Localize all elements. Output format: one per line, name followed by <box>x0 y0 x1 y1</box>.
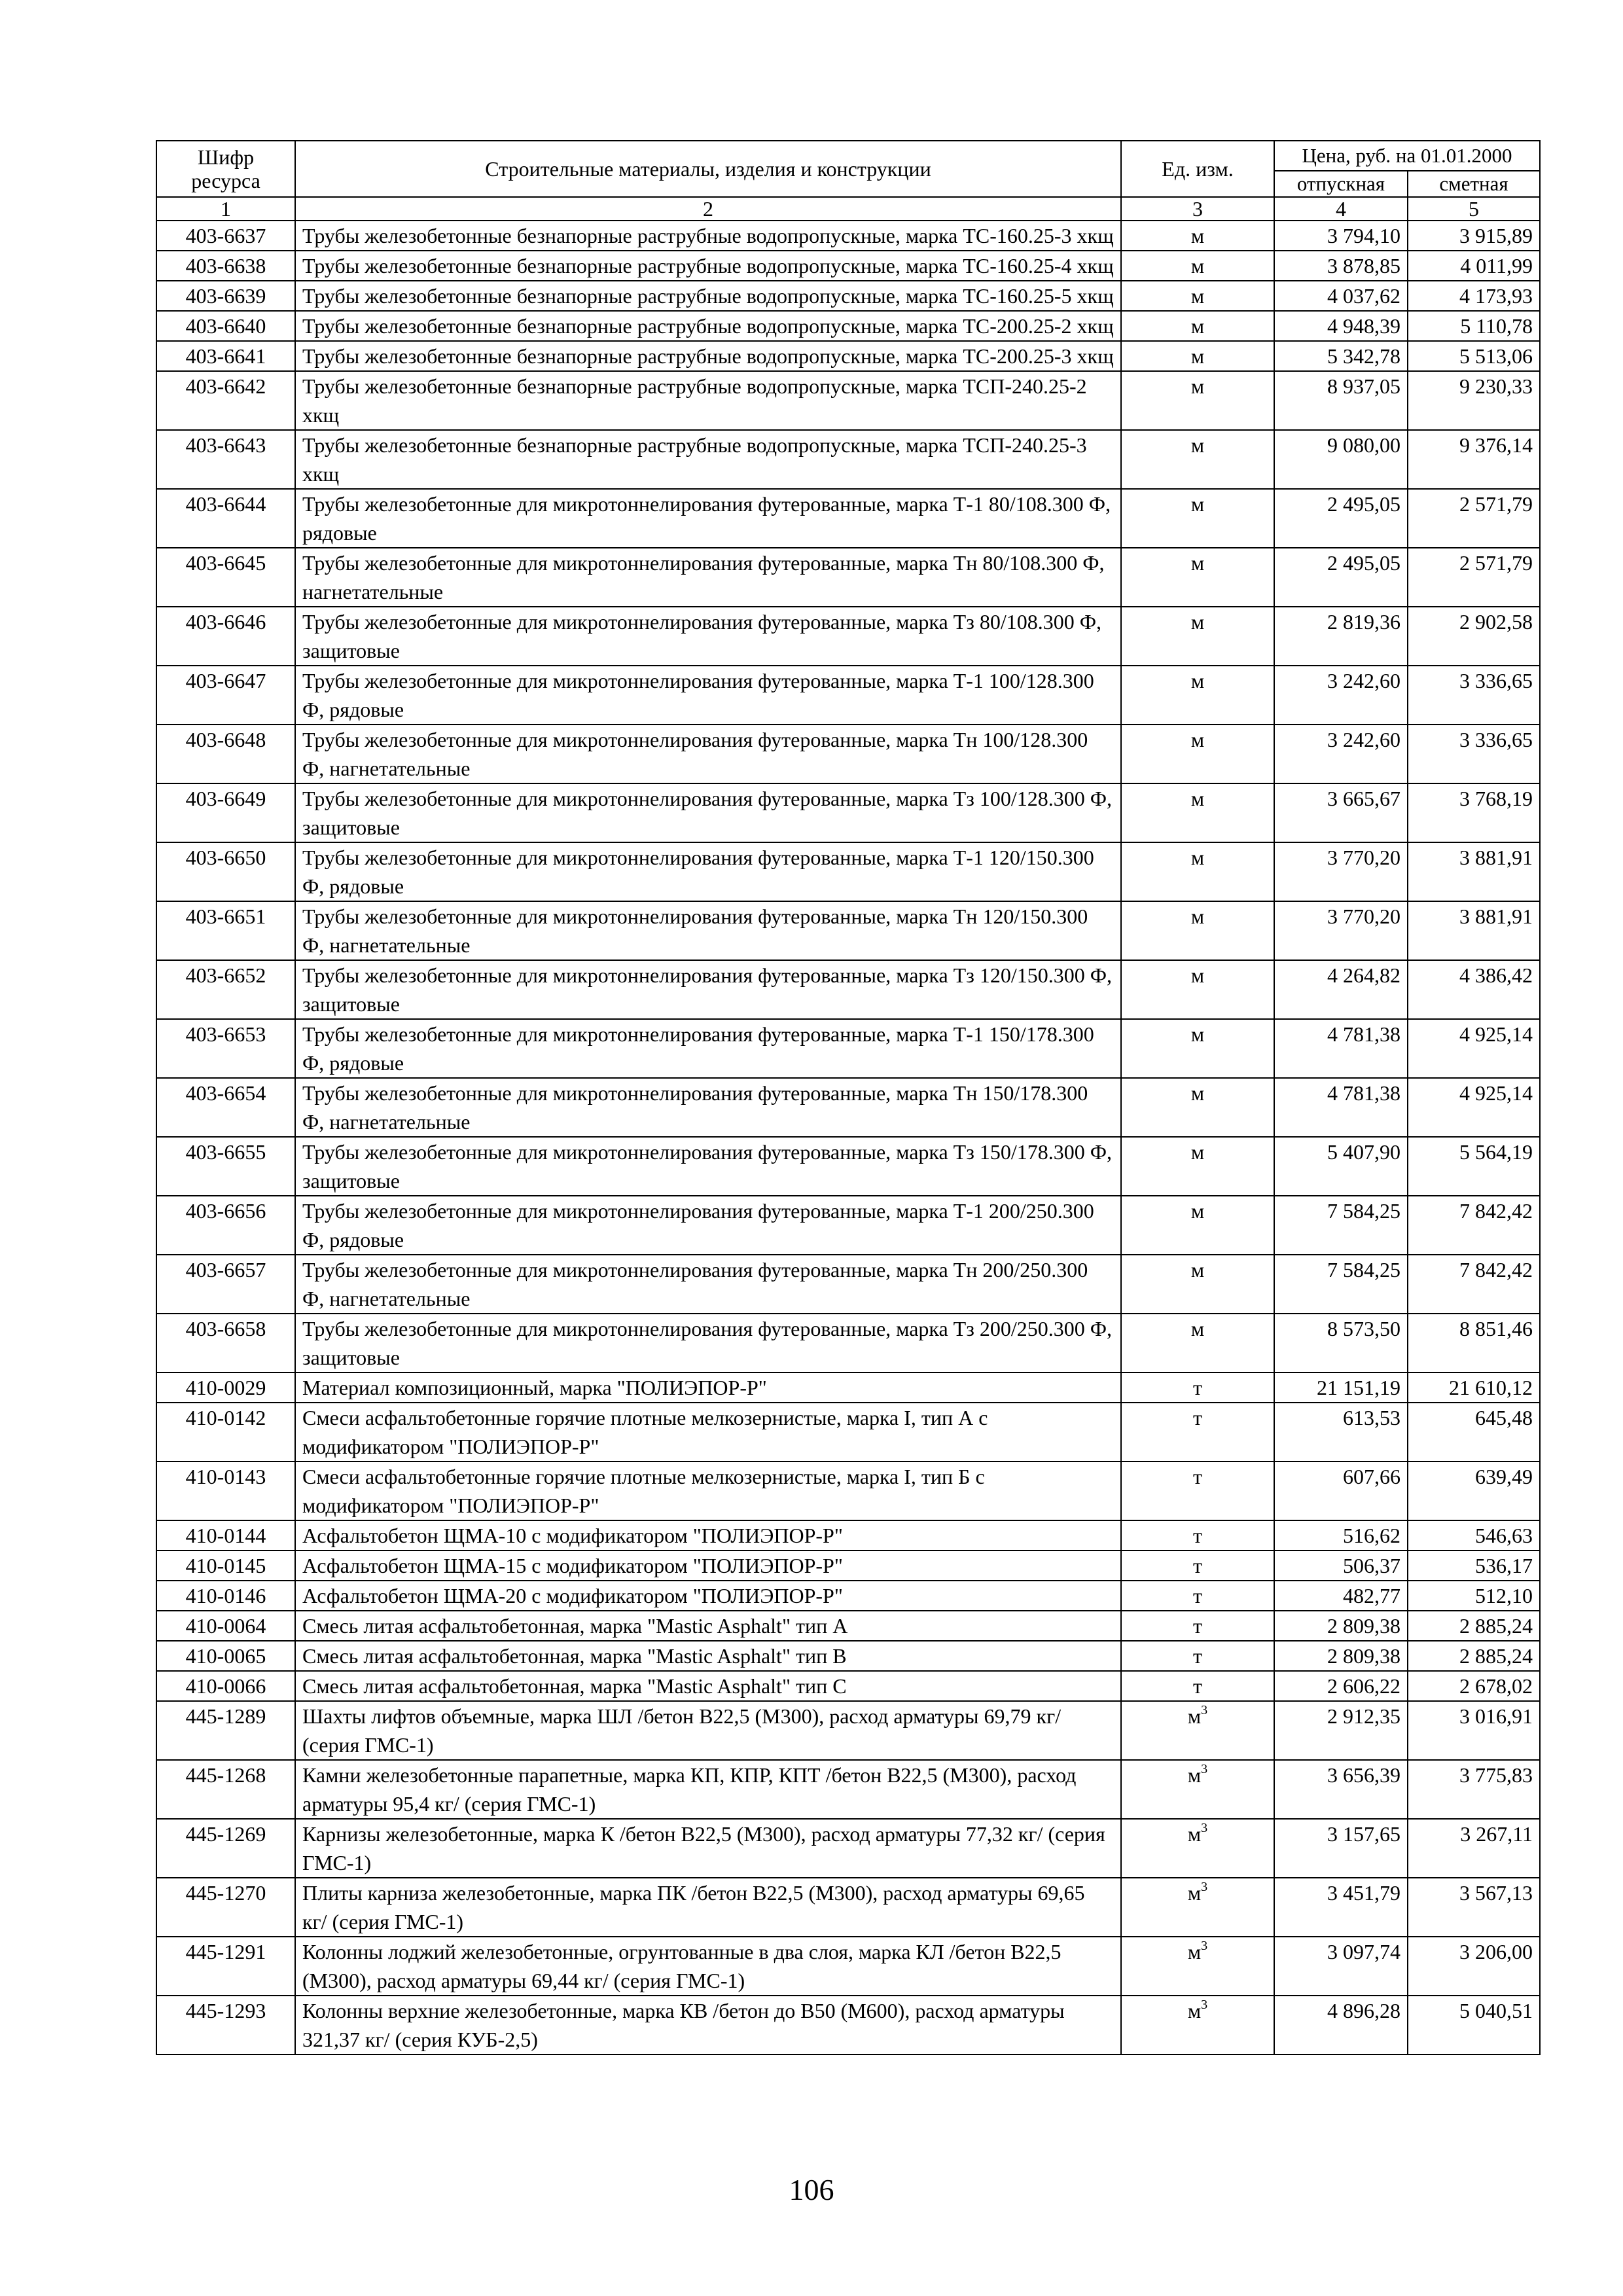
cell-code: 403-6655 <box>156 1137 295 1196</box>
table-row <box>156 430 1540 489</box>
table-row <box>156 1403 1540 1462</box>
unit-text: м <box>1190 314 1205 338</box>
cell-name: Асфальтобетон ЩМА-10 с модификатором "ПОЛИЭПОР-Р" <box>295 1520 1121 1551</box>
cell-unit <box>1121 1996 1274 2054</box>
cell-release-price: 3 242,60 <box>1274 666 1408 725</box>
cell-code: 403-6648 <box>156 725 295 783</box>
cell-estimate-price: 2 571,79 <box>1408 548 1540 607</box>
cell-release-price: 4 037,62 <box>1274 281 1408 311</box>
unit-text: м <box>1190 492 1205 516</box>
table-row <box>156 371 1540 430</box>
column-number: 3 <box>1121 197 1274 221</box>
table-row <box>156 1937 1540 1996</box>
cell-release-price: 8 937,05 <box>1274 371 1408 430</box>
cell-code: 403-6654 <box>156 1078 295 1137</box>
cell-estimate-price: 536,17 <box>1408 1551 1540 1581</box>
cell-code: 410-0064 <box>156 1611 295 1641</box>
column-number: 5 <box>1408 197 1540 221</box>
cell-release-price: 3 770,20 <box>1274 901 1408 960</box>
cell-release-price: 3 878,85 <box>1274 251 1408 281</box>
cell-name: Трубы железобетонные для микротоннелирования футерованные, марка Т-1 150/178.300 Ф, рядовые <box>295 1019 1121 1078</box>
unit-text: м <box>1190 1317 1205 1340</box>
cell-release-price: 607,66 <box>1274 1462 1408 1520</box>
header-estimate-price: сметная <box>1408 171 1540 197</box>
unit-text: м <box>1187 1940 1202 1964</box>
cell-code: 403-6643 <box>156 430 295 489</box>
cell-release-price: 9 080,00 <box>1274 430 1408 489</box>
unit-superscript: 3 <box>1201 1939 1208 1954</box>
cell-release-price: 4 781,38 <box>1274 1078 1408 1137</box>
cell-code: 403-6644 <box>156 489 295 548</box>
table-row <box>156 281 1540 311</box>
unit-text: м <box>1187 1999 1202 2022</box>
cell-estimate-price: 8 851,46 <box>1408 1314 1540 1372</box>
table-row <box>156 1996 1540 2054</box>
unit-text: м <box>1190 728 1205 751</box>
cell-code: 403-6637 <box>156 221 295 251</box>
cell-name: Трубы железобетонные безнапорные раструбные водопропускные, марка ТС-160.25-3 хкщ <box>295 221 1121 251</box>
cell-release-price: 7 584,25 <box>1274 1255 1408 1314</box>
cell-name: Трубы железобетонные безнапорные раструбные водопропускные, марка ТС-160.25-5 хкщ <box>295 281 1121 311</box>
unit-text: м <box>1190 610 1205 634</box>
cell-estimate-price: 3 915,89 <box>1408 221 1540 251</box>
table-row <box>156 1255 1540 1314</box>
unit-superscript: 3 <box>1201 1998 1208 2013</box>
cell-name: Трубы железобетонные для микротоннелирования футерованные, марка Т-1 100/128.300 Ф, рядовые <box>295 666 1121 725</box>
table-row <box>156 1019 1540 1078</box>
cell-name: Колонны лоджий железобетонные, огрунтованные в два слоя, марка КЛ /бетон В22,5 (М300), расход арматуры 69,44 кг/ (серия ГМС-1) <box>295 1937 1121 1996</box>
table-row <box>156 1137 1540 1196</box>
cell-release-price: 7 584,25 <box>1274 1196 1408 1255</box>
cell-code: 403-6652 <box>156 960 295 1019</box>
unit-text: м <box>1190 1258 1205 1282</box>
cell-estimate-price: 21 610,12 <box>1408 1372 1540 1403</box>
cell-code: 410-0142 <box>156 1403 295 1462</box>
cell-estimate-price: 3 336,65 <box>1408 666 1540 725</box>
cell-name: Трубы железобетонные безнапорные раструбные водопропускные, марка ТС-160.25-4 хкщ <box>295 251 1121 281</box>
cell-code: 403-6642 <box>156 371 295 430</box>
cell-name: Трубы железобетонные безнапорные раструбные водопропускные, марка ТСП-240.25-3 хкщ <box>295 430 1121 489</box>
cell-code: 403-6645 <box>156 548 295 607</box>
table-header <box>156 141 1540 221</box>
cell-estimate-price: 4 011,99 <box>1408 251 1540 281</box>
cell-code: 403-6641 <box>156 341 295 371</box>
cell-estimate-price: 2 885,24 <box>1408 1641 1540 1671</box>
unit-superscript: 3 <box>1201 1880 1208 1895</box>
table-row <box>156 1196 1540 1255</box>
cell-release-price: 2 809,38 <box>1274 1611 1408 1641</box>
cell-name: Трубы железобетонные для микротоннелирования футерованные, марка Тз 120/150.300 Ф, защитовые <box>295 960 1121 1019</box>
cell-name: Трубы железобетонные для микротоннелирования футерованные, марка Т-1 80/108.300 Ф, рядовые <box>295 489 1121 548</box>
cell-unit <box>1121 666 1274 725</box>
cell-name: Камни железобетонные парапетные, марка КП, КПР, КПТ /бетон В22,5 (М300), расход арматуры 95,4 кг/ (серия ГМС-1) <box>295 1760 1121 1819</box>
column-numbers-row <box>156 197 1540 221</box>
table-row <box>156 221 1540 251</box>
cell-name: Трубы железобетонные для микротоннелирования футерованные, марка Тн 100/128.300 Ф, нагнетательные <box>295 725 1121 783</box>
cell-estimate-price: 512,10 <box>1408 1581 1540 1611</box>
cell-code: 403-6658 <box>156 1314 295 1372</box>
cell-release-price: 3 665,67 <box>1274 783 1408 842</box>
cell-estimate-price: 3 016,91 <box>1408 1701 1540 1760</box>
cell-name: Трубы железобетонные для микротоннелирования футерованные, марка Тз 150/178.300 Ф, защитовые <box>295 1137 1121 1196</box>
column-number: 4 <box>1274 197 1408 221</box>
cell-code: 403-6656 <box>156 1196 295 1255</box>
cell-unit <box>1121 548 1274 607</box>
column-number: 1 <box>156 197 295 221</box>
cell-estimate-price: 3 768,19 <box>1408 783 1540 842</box>
cell-release-price: 3 656,39 <box>1274 1760 1408 1819</box>
cell-release-price: 2 495,05 <box>1274 548 1408 607</box>
cell-code: 445-1270 <box>156 1878 295 1937</box>
cell-estimate-price: 3 206,00 <box>1408 1937 1540 1996</box>
cell-release-price: 2 809,38 <box>1274 1641 1408 1671</box>
price-table <box>156 140 1541 2055</box>
cell-name: Трубы железобетонные безнапорные раструбные водопропускные, марка ТСП-240.25-2 хкщ <box>295 371 1121 430</box>
cell-estimate-price: 4 925,14 <box>1408 1019 1540 1078</box>
cell-release-price: 2 912,35 <box>1274 1701 1408 1760</box>
cell-release-price: 4 896,28 <box>1274 1996 1408 2054</box>
cell-unit <box>1121 1701 1274 1760</box>
unit-text: т <box>1193 1376 1202 1399</box>
cell-release-price: 2 819,36 <box>1274 607 1408 666</box>
cell-unit <box>1121 725 1274 783</box>
cell-unit <box>1121 1520 1274 1551</box>
cell-estimate-price: 4 173,93 <box>1408 281 1540 311</box>
cell-code: 445-1269 <box>156 1819 295 1878</box>
unit-text: м <box>1187 1763 1202 1787</box>
cell-name: Трубы железобетонные безнапорные раструбные водопропускные, марка ТС-200.25-3 хкщ <box>295 341 1121 371</box>
cell-name: Асфальтобетон ЩМА-20 с модификатором "ПОЛИЭПОР-Р" <box>295 1581 1121 1611</box>
unit-text: т <box>1193 1614 1202 1638</box>
cell-code: 403-6640 <box>156 311 295 341</box>
cell-name: Шахты лифтов объемные, марка ШЛ /бетон В22,5 (М300), расход арматуры 69,79 кг/ (серия ГМС-1) <box>295 1701 1121 1760</box>
header-code: Шифр ресурса <box>156 141 295 197</box>
cell-unit <box>1121 1671 1274 1701</box>
cell-release-price: 482,77 <box>1274 1581 1408 1611</box>
unit-text: т <box>1193 1554 1202 1577</box>
cell-unit <box>1121 842 1274 901</box>
cell-unit <box>1121 1403 1274 1462</box>
cell-unit <box>1121 1819 1274 1878</box>
cell-code: 403-6638 <box>156 251 295 281</box>
cell-release-price: 3 242,60 <box>1274 725 1408 783</box>
cell-name: Трубы железобетонные для микротоннелирования футерованные, марка Тн 150/178.300 Ф, нагнетательные <box>295 1078 1121 1137</box>
cell-release-price: 4 781,38 <box>1274 1019 1408 1078</box>
cell-estimate-price: 3 267,11 <box>1408 1819 1540 1878</box>
cell-release-price: 516,62 <box>1274 1520 1408 1551</box>
cell-estimate-price: 4 925,14 <box>1408 1078 1540 1137</box>
cell-code: 410-0143 <box>156 1462 295 1520</box>
cell-release-price: 3 794,10 <box>1274 221 1408 251</box>
table-body <box>156 221 1540 2054</box>
table-row <box>156 341 1540 371</box>
table-row <box>156 725 1540 783</box>
cell-name: Плиты карниза железобетонные, марка ПК /бетон В22,5 (М300), расход арматуры 69,65 кг/ (серия ГМС-1) <box>295 1878 1121 1937</box>
cell-unit <box>1121 607 1274 666</box>
table-row <box>156 251 1540 281</box>
cell-code: 403-6646 <box>156 607 295 666</box>
cell-release-price: 5 342,78 <box>1274 341 1408 371</box>
cell-code: 445-1289 <box>156 1701 295 1760</box>
cell-release-price: 613,53 <box>1274 1403 1408 1462</box>
cell-unit <box>1121 1462 1274 1520</box>
cell-code: 445-1293 <box>156 1996 295 2054</box>
unit-text: м <box>1190 787 1205 810</box>
cell-estimate-price: 3 567,13 <box>1408 1878 1540 1937</box>
cell-estimate-price: 645,48 <box>1408 1403 1540 1462</box>
cell-unit <box>1121 1581 1274 1611</box>
unit-text: м <box>1190 1081 1205 1105</box>
cell-release-price: 506,37 <box>1274 1551 1408 1581</box>
table-row <box>156 489 1540 548</box>
cell-unit <box>1121 1878 1274 1937</box>
unit-superscript: 3 <box>1201 1821 1208 1836</box>
cell-estimate-price: 2 571,79 <box>1408 489 1540 548</box>
unit-text: м <box>1190 905 1205 928</box>
cell-estimate-price: 4 386,42 <box>1408 960 1540 1019</box>
unit-text: м <box>1187 1822 1202 1846</box>
cell-unit <box>1121 251 1274 281</box>
unit-text: м <box>1190 433 1205 457</box>
cell-unit <box>1121 1314 1274 1372</box>
unit-text: м <box>1190 374 1205 398</box>
table-row <box>156 548 1540 607</box>
cell-code: 403-6650 <box>156 842 295 901</box>
unit-superscript: 3 <box>1201 1703 1208 1718</box>
cell-estimate-price: 3 881,91 <box>1408 842 1540 901</box>
unit-text: т <box>1193 1584 1202 1607</box>
cell-release-price: 4 264,82 <box>1274 960 1408 1019</box>
cell-name: Трубы железобетонные для микротоннелирования футерованные, марка Тз 80/108.300 Ф, защитовые <box>295 607 1121 666</box>
cell-code: 403-6649 <box>156 783 295 842</box>
unit-text: м <box>1190 1022 1205 1046</box>
cell-code: 410-0144 <box>156 1520 295 1551</box>
cell-name: Трубы железобетонные для микротоннелирования футерованные, марка Т-1 200/250.300 Ф, рядовые <box>295 1196 1121 1255</box>
cell-estimate-price: 7 842,42 <box>1408 1196 1540 1255</box>
cell-code: 410-0065 <box>156 1641 295 1671</box>
cell-name: Смесь литая асфальтобетонная, марка "Mastic Asphalt" тип В <box>295 1641 1121 1671</box>
column-number: 2 <box>295 197 1121 221</box>
cell-code: 445-1291 <box>156 1937 295 1996</box>
unit-text: м <box>1190 551 1205 575</box>
cell-code: 445-1268 <box>156 1760 295 1819</box>
table-row <box>156 1671 1540 1701</box>
cell-name: Смесь литая асфальтобетонная, марка "Mastic Asphalt" тип А <box>295 1611 1121 1641</box>
cell-estimate-price: 9 230,33 <box>1408 371 1540 430</box>
table-row <box>156 311 1540 341</box>
table-row <box>156 1462 1540 1520</box>
cell-unit <box>1121 489 1274 548</box>
cell-release-price: 21 151,19 <box>1274 1372 1408 1403</box>
cell-release-price: 2 606,22 <box>1274 1671 1408 1701</box>
cell-unit <box>1121 901 1274 960</box>
table-row <box>156 1314 1540 1372</box>
cell-estimate-price: 639,49 <box>1408 1462 1540 1520</box>
cell-name: Смеси асфальтобетонные горячие плотные мелкозернистые, марка I, тип Б с модификатором "ПОЛИЭПОР-Р" <box>295 1462 1121 1520</box>
cell-release-price: 4 948,39 <box>1274 311 1408 341</box>
cell-name: Трубы железобетонные для микротоннелирования футерованные, марка Тз 200/250.300 Ф, защитовые <box>295 1314 1121 1372</box>
table-row <box>156 1078 1540 1137</box>
cell-release-price: 8 573,50 <box>1274 1314 1408 1372</box>
table-row <box>156 607 1540 666</box>
cell-estimate-price: 2 678,02 <box>1408 1671 1540 1701</box>
cell-name: Смеси асфальтобетонные горячие плотные мелкозернистые, марка I, тип А с модификатором "ПОЛИЭПОР-Р" <box>295 1403 1121 1462</box>
cell-estimate-price: 2 902,58 <box>1408 607 1540 666</box>
table-row <box>156 1372 1540 1403</box>
cell-code: 410-0146 <box>156 1581 295 1611</box>
table-row <box>156 1611 1540 1641</box>
unit-superscript: 3 <box>1201 1762 1208 1777</box>
cell-estimate-price: 546,63 <box>1408 1520 1540 1551</box>
cell-estimate-price: 5 040,51 <box>1408 1996 1540 2054</box>
cell-unit <box>1121 281 1274 311</box>
cell-unit <box>1121 1641 1274 1671</box>
cell-estimate-price: 9 376,14 <box>1408 430 1540 489</box>
table-row <box>156 842 1540 901</box>
cell-unit <box>1121 371 1274 430</box>
unit-text: м <box>1190 224 1205 247</box>
cell-code: 403-6653 <box>156 1019 295 1078</box>
cell-code: 403-6651 <box>156 901 295 960</box>
cell-estimate-price: 7 842,42 <box>1408 1255 1540 1314</box>
table-row <box>156 1551 1540 1581</box>
cell-estimate-price: 5 564,19 <box>1408 1137 1540 1196</box>
cell-release-price: 2 495,05 <box>1274 489 1408 548</box>
cell-release-price: 5 407,90 <box>1274 1137 1408 1196</box>
table-row <box>156 1581 1540 1611</box>
cell-name: Трубы железобетонные для микротоннелирования футерованные, марка Тн 80/108.300 Ф, нагнетательные <box>295 548 1121 607</box>
unit-text: м <box>1187 1704 1202 1728</box>
unit-text: т <box>1193 1406 1202 1429</box>
cell-estimate-price: 3 336,65 <box>1408 725 1540 783</box>
table-row <box>156 1878 1540 1937</box>
cell-name: Трубы железобетонные для микротоннелирования футерованные, марка Т-1 120/150.300 Ф, рядовые <box>295 842 1121 901</box>
header-price-group: Цена, руб. на 01.01.2000 <box>1274 141 1540 171</box>
cell-estimate-price: 5 110,78 <box>1408 311 1540 341</box>
unit-text: м <box>1190 284 1205 308</box>
cell-name: Материал композиционный, марка "ПОЛИЭПОР-Р" <box>295 1372 1121 1403</box>
table-row <box>156 1641 1540 1671</box>
cell-name: Трубы железобетонные для микротоннелирования футерованные, марка Тн 200/250.300 Ф, нагнетательные <box>295 1255 1121 1314</box>
unit-text: м <box>1190 846 1205 869</box>
cell-unit <box>1121 960 1274 1019</box>
cell-unit <box>1121 1196 1274 1255</box>
cell-unit <box>1121 221 1274 251</box>
cell-code: 403-6647 <box>156 666 295 725</box>
unit-text: м <box>1190 1140 1205 1164</box>
unit-text: т <box>1193 1644 1202 1668</box>
unit-text: м <box>1190 669 1205 692</box>
table-row <box>156 666 1540 725</box>
cell-release-price: 3 770,20 <box>1274 842 1408 901</box>
table-row <box>156 1819 1540 1878</box>
unit-text: м <box>1187 1881 1202 1905</box>
cell-unit <box>1121 311 1274 341</box>
page-number: 106 <box>789 2173 834 2206</box>
cell-unit <box>1121 1019 1274 1078</box>
cell-estimate-price: 2 885,24 <box>1408 1611 1540 1641</box>
cell-release-price: 3 451,79 <box>1274 1878 1408 1937</box>
unit-text: м <box>1190 1199 1205 1223</box>
table-row <box>156 1520 1540 1551</box>
unit-text: м <box>1190 344 1205 368</box>
header-release-price: отпускная <box>1274 171 1408 197</box>
cell-code: 410-0066 <box>156 1671 295 1701</box>
cell-unit <box>1121 1551 1274 1581</box>
table-row <box>156 901 1540 960</box>
cell-unit <box>1121 341 1274 371</box>
cell-code: 403-6639 <box>156 281 295 311</box>
cell-unit <box>1121 1760 1274 1819</box>
cell-name: Асфальтобетон ЩМА-15 с модификатором "ПОЛИЭПОР-Р" <box>295 1551 1121 1581</box>
cell-unit <box>1121 1937 1274 1996</box>
cell-estimate-price: 3 775,83 <box>1408 1760 1540 1819</box>
header-name: Строительные материалы, изделия и конструкции <box>295 141 1121 197</box>
cell-unit <box>1121 1255 1274 1314</box>
unit-text: м <box>1190 254 1205 278</box>
cell-unit <box>1121 1078 1274 1137</box>
cell-code: 403-6657 <box>156 1255 295 1314</box>
table-row <box>156 783 1540 842</box>
cell-release-price: 3 157,65 <box>1274 1819 1408 1878</box>
cell-estimate-price: 5 513,06 <box>1408 341 1540 371</box>
table-row <box>156 960 1540 1019</box>
cell-unit <box>1121 783 1274 842</box>
cell-unit <box>1121 1137 1274 1196</box>
cell-name: Карнизы железобетонные, марка К /бетон В22,5 (М300), расход арматуры 77,32 кг/ (серия ГМС-1) <box>295 1819 1121 1878</box>
header-unit: Ед. изм. <box>1121 141 1274 197</box>
unit-text: т <box>1193 1465 1202 1488</box>
cell-unit <box>1121 430 1274 489</box>
table-row <box>156 1701 1540 1760</box>
cell-unit <box>1121 1372 1274 1403</box>
cell-code: 410-0029 <box>156 1372 295 1403</box>
cell-name: Смесь литая асфальтобетонная, марка "Mastic Asphalt" тип С <box>295 1671 1121 1701</box>
cell-code: 410-0145 <box>156 1551 295 1581</box>
cell-unit <box>1121 1611 1274 1641</box>
cell-name: Трубы железобетонные для микротоннелирования футерованные, марка Тн 120/150.300 Ф, нагнетательные <box>295 901 1121 960</box>
table-row <box>156 1760 1540 1819</box>
cell-name: Трубы железобетонные для микротоннелирования футерованные, марка Тз 100/128.300 Ф, защитовые <box>295 783 1121 842</box>
unit-text: т <box>1193 1674 1202 1698</box>
cell-name: Трубы железобетонные безнапорные раструбные водопропускные, марка ТС-200.25-2 хкщ <box>295 311 1121 341</box>
cell-release-price: 3 097,74 <box>1274 1937 1408 1996</box>
unit-text: м <box>1190 963 1205 987</box>
unit-text: т <box>1193 1524 1202 1547</box>
cell-name: Колонны верхние железобетонные, марка КВ /бетон до В50 (М600), расход арматуры 321,37 кг/ (серия КУБ-2,5) <box>295 1996 1121 2054</box>
cell-estimate-price: 3 881,91 <box>1408 901 1540 960</box>
